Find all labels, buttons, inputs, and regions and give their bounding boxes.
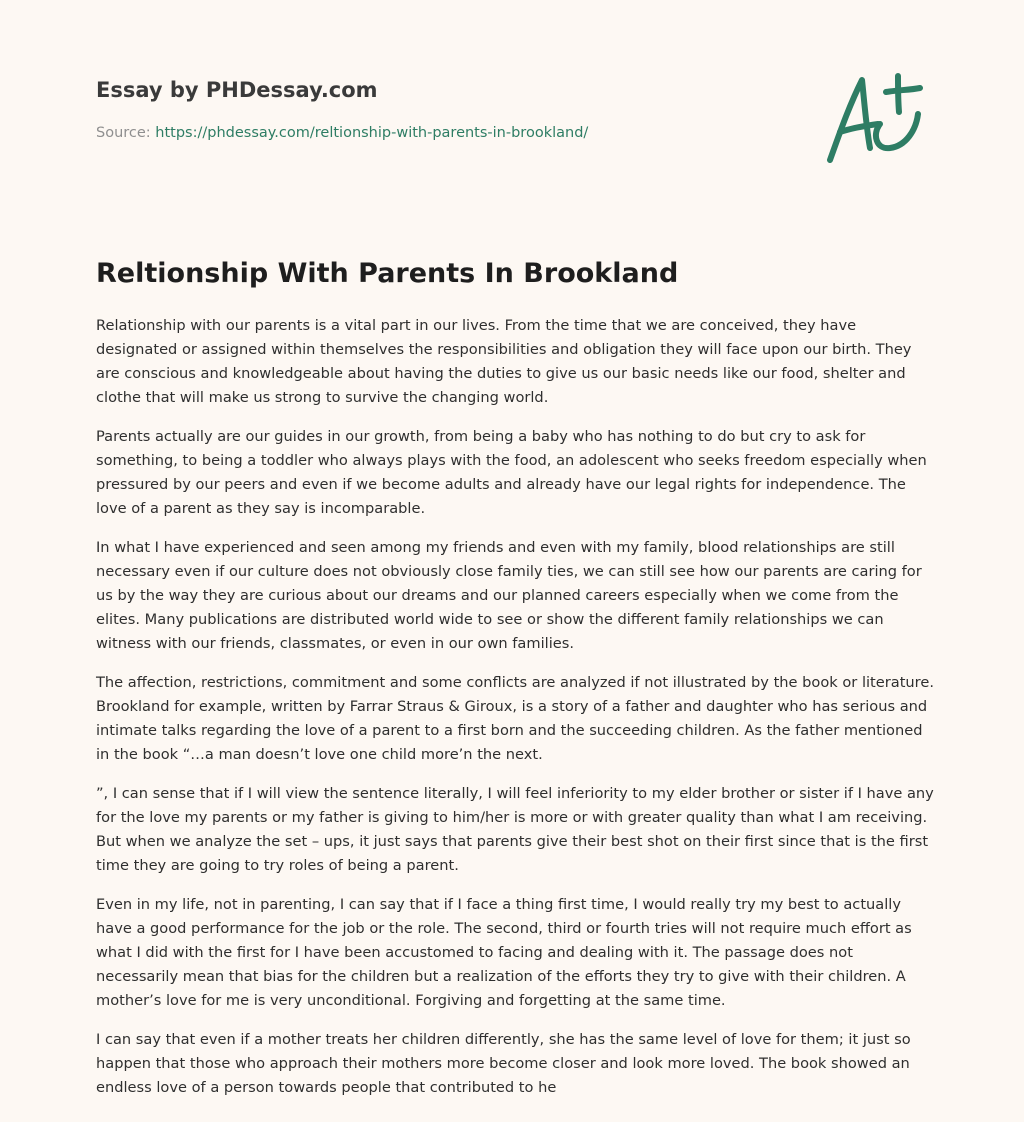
essay-paragraph: Relationship with our parents is a vital part in our lives. From the time that we are conceived, they have designated or assigned within themselves the responsibilities and obligation they will face upon our birth. They are conscious and knowledgeable about having the duties to give us our basic needs like our food, shelter and clothe that will make us strong to survive the changing world. <box>96 317 912 406</box>
source-line <box>96 123 588 143</box>
essay-title: Reltionship With Parents In Brookland <box>96 258 679 289</box>
a-plus-logo-icon <box>820 68 930 168</box>
source-label: Source: <box>96 125 156 141</box>
source-link[interactable]: https://phdessay.com/reltionship-with-parents-in-brookland/ <box>155 125 589 141</box>
essay-paragraph: Parents actually are our guides in our growth, from being a baby who has nothing to do but cry to ask for something, to being a toddler who always plays with the food, an adolescent who seeks freedom especially when pressured by our peers and even if we become adults and already have our legal rights for independence. The love of a parent as they say is incomparable. <box>96 428 927 517</box>
essay-body <box>96 314 934 1115</box>
site-title: Essay by PHDessay.com <box>96 78 378 102</box>
essay-paragraph: I can say that even if a mother treats her children differently, she has the same level of love for them; it just so happen that those who approach their mothers more become closer and look more loved. The book showed an endless love of a person towards people that contributed to he <box>96 1031 911 1096</box>
essay-paragraph: ”, I can sense that if I will view the sentence literally, I will feel inferiority to my elder brother or sister if I have any for the love my parents or my father is giving to him/her is more or with greater quality than what I am receiving. But when we analyze the set – ups, it just says that parents give their best shot on their first since that is the first time they are going to try roles of being a parent. <box>96 785 934 874</box>
essay-paragraph: The affection, restrictions, commitment and some conflicts are analyzed if not illustrated by the book or literature. Brookland for example, written by Farrar Straus & Giroux, is a story of a father and daughter who has serious and intimate talks regarding the love of a parent to a first born and the succeeding children. As the father mentioned in the book “…a man doesn’t love one child more’n the next. <box>96 674 934 763</box>
essay-paragraph: Even in my life, not in parenting, I can say that if I face a thing first time, I would really try my best to actually have a good performance for the job or the role. The second, third or fourth tries will not require much effort as what I did with the first for I have been accustomed to facing and dealing with it. The passage does not necessarily mean that bias for the children but a realization of the efforts they try to give with their children. A mother’s love for me is very unconditional. Forgiving and forgetting at the same time. <box>96 896 912 1009</box>
essay-paragraph: In what I have experienced and seen among my friends and even with my family, blood relationships are still necessary even if our culture does not obviously close family ties, we can still see how our parents are caring for us by the way they are curious about our dreams and our planned careers especially when we come from the elites. Many publications are distributed world wide to see or show the different family relationships we can witness with our friends, classmates, or even in our own families. <box>96 539 922 652</box>
